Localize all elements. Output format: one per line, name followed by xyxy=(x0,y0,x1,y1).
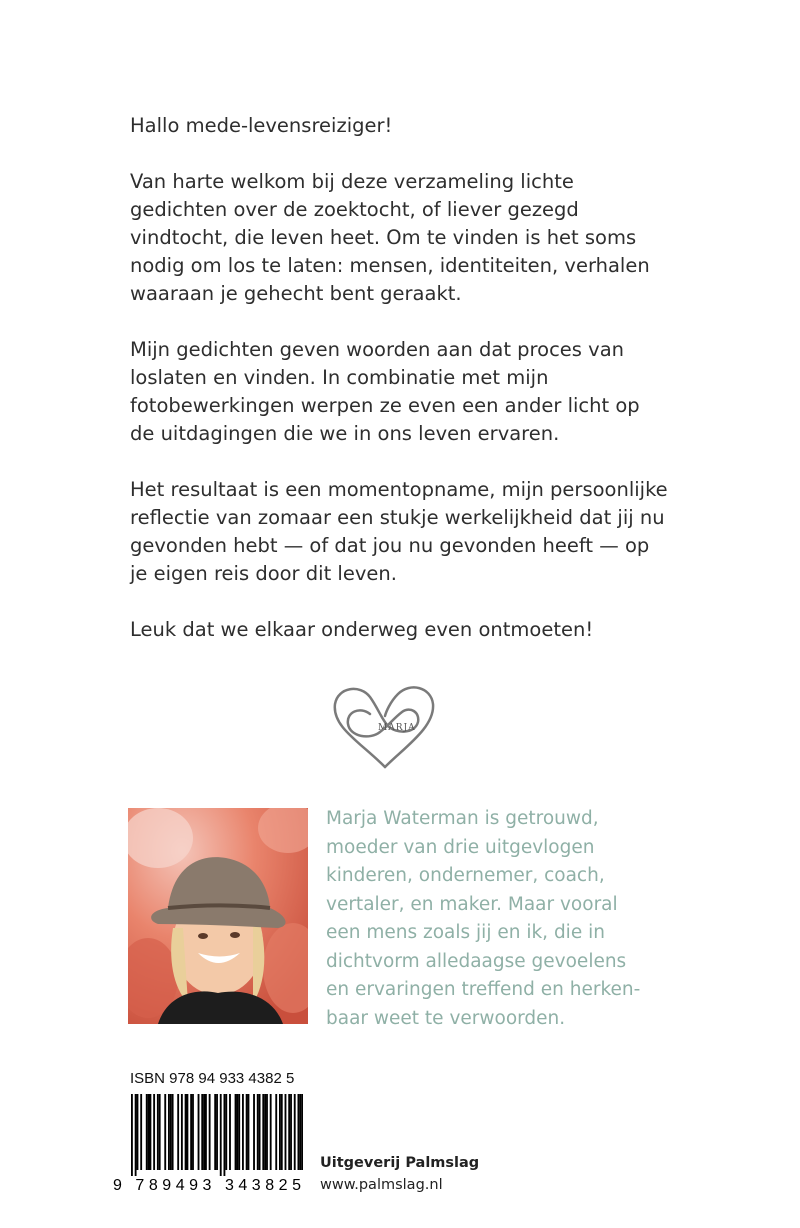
barcode-bar xyxy=(203,1094,205,1170)
barcode-bar xyxy=(185,1094,187,1170)
barcode-digits: 9 789493 343825 xyxy=(113,1177,301,1194)
barcode-bar xyxy=(262,1094,264,1170)
greeting: Hallo mede-levensreiziger! xyxy=(130,114,393,137)
barcode-bar xyxy=(192,1094,194,1170)
barcode-bar xyxy=(288,1094,290,1170)
barcode-bar xyxy=(135,1094,137,1176)
barcode-bar xyxy=(235,1094,237,1170)
barcode-bar xyxy=(201,1094,203,1170)
logo-text: MARJA xyxy=(378,723,416,733)
barcode xyxy=(113,1094,303,1194)
publisher-name: Uitgeverij Palmslag xyxy=(320,1155,480,1171)
infinity-heart-icon xyxy=(330,682,440,772)
paragraph-poems: Mijn gedichten geven woorden aan dat proces van loslaten en vinden. In combinatie met mijn fotobewerkingen werpen ze even een ander licht op de uitdagingen die we in ons leven ervaren. xyxy=(130,338,640,445)
isbn-label: ISBN 978 94 933 4382 5 xyxy=(130,1070,295,1087)
author-bio: Marja Waterman is getrouwd, moeder van drie uitgevlogen kinderen, ondernemer, coach, vertaler, en maker. Maar vooral een mens zoals jij en ik, die in dichtvorm alledaagse gevoelens en ervaringen treffend en herken- baar weet te verwoorden. xyxy=(326,808,641,1029)
barcode-bar xyxy=(159,1094,161,1170)
barcode-bar xyxy=(172,1094,174,1170)
barcode-bar xyxy=(290,1094,292,1170)
barcode-bar xyxy=(170,1094,172,1170)
barcode-bar xyxy=(236,1094,238,1170)
barcode-bar xyxy=(220,1094,222,1176)
paragraph-welcome: Van harte welkom bij deze verzameling lichte gedichten over de zoektocht, of liever gezegd vindtocht, die leven heet. Om te vinden is het soms nodig om los te laten: mensen, identiteiten, verhalen waaraan je gehecht bent geraakt. xyxy=(130,170,650,305)
barcode-bar xyxy=(229,1094,231,1170)
barcode-bar xyxy=(224,1094,226,1176)
barcode-bar xyxy=(238,1094,240,1170)
barcode-bar xyxy=(140,1094,142,1170)
barcode-bar xyxy=(164,1094,166,1170)
barcode-bar xyxy=(299,1094,301,1170)
barcode-bar xyxy=(275,1094,277,1170)
barcode-bar xyxy=(214,1094,216,1170)
barcode-bar xyxy=(225,1094,227,1170)
barcode-bar xyxy=(150,1094,152,1170)
barcode-bar xyxy=(148,1094,150,1170)
author-photo xyxy=(128,808,308,1024)
barcode-bar xyxy=(137,1094,139,1170)
barcode-bar xyxy=(294,1094,296,1170)
paragraph-result: Het resultaat is een momentopname, mijn persoonlijke reflectie van zomaar een stukje werkelijkheid dat jij nu gevonden hebt — of dat jou nu gevonden heeft — op je eigen reis door dit leven. xyxy=(130,478,668,585)
barcode-bar xyxy=(198,1094,200,1170)
barcode-bars xyxy=(131,1094,303,1176)
closing-line: Leuk dat we elkaar onderweg even ontmoeten! xyxy=(130,618,594,641)
barcode-bar xyxy=(264,1094,266,1170)
barcode-bar xyxy=(246,1094,248,1170)
barcode-bar xyxy=(177,1094,179,1170)
barcode-bar xyxy=(266,1094,268,1170)
publisher-url: www.palmslag.nl xyxy=(320,1177,443,1193)
barcode-bar xyxy=(248,1094,250,1170)
barcode-bar xyxy=(205,1094,207,1170)
barcode-bar xyxy=(270,1094,272,1170)
barcode-bar xyxy=(146,1094,148,1170)
barcode-bar xyxy=(157,1094,159,1170)
barcode-bar xyxy=(131,1094,133,1176)
publisher-info xyxy=(320,1152,479,1196)
intro-text xyxy=(130,112,675,672)
barcode-bar xyxy=(301,1094,303,1170)
barcode-bar xyxy=(153,1094,155,1170)
barcode-bar xyxy=(253,1094,255,1170)
barcode-bar xyxy=(257,1094,259,1170)
barcode-bar xyxy=(259,1094,261,1170)
barcode-bar xyxy=(279,1094,281,1170)
barcode-bar xyxy=(281,1094,283,1170)
barcode-bar xyxy=(242,1094,244,1170)
barcode-bar xyxy=(190,1094,192,1170)
barcode-bar xyxy=(216,1094,218,1170)
barcode-bar xyxy=(285,1094,287,1170)
barcode-bar xyxy=(168,1094,170,1170)
barcode-bar xyxy=(187,1094,189,1170)
barcode-bar xyxy=(209,1094,211,1170)
barcode-bar xyxy=(181,1094,183,1170)
barcode-bar xyxy=(298,1094,300,1170)
